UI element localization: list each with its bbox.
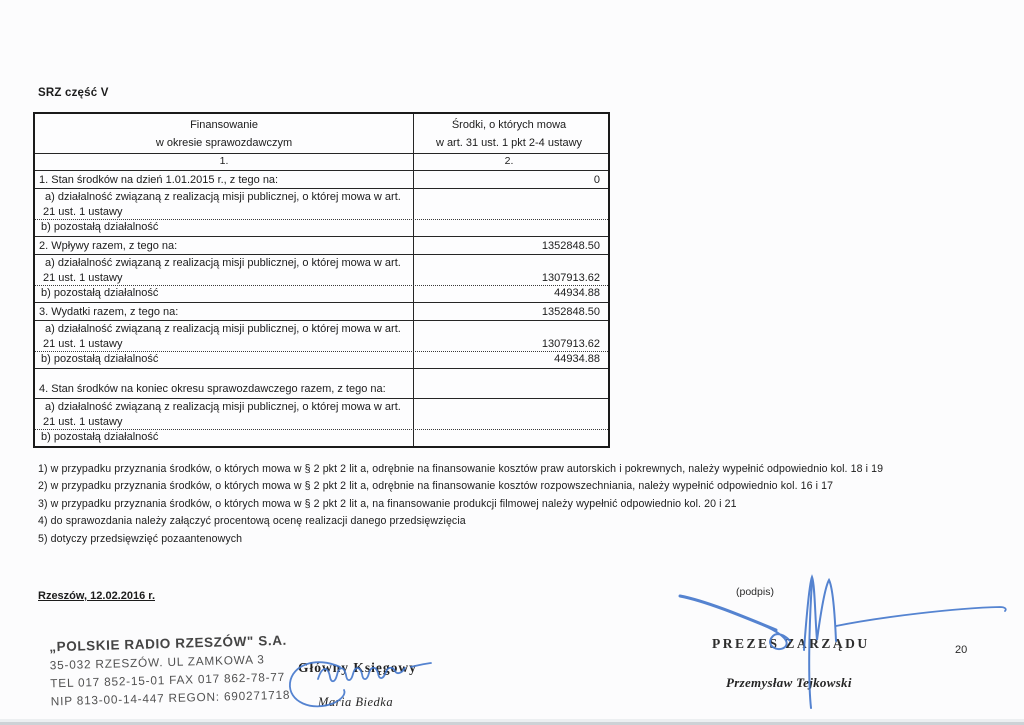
row-value <box>414 399 604 429</box>
row-value: 1352848.50 <box>541 240 600 252</box>
row-label <box>35 399 414 429</box>
page-title: SRZ część V <box>38 87 109 99</box>
row-value <box>414 430 604 446</box>
row-value <box>414 220 604 236</box>
header-col2-line2: w art. 31 ust. 1 pkt 2-4 ustawy <box>435 136 583 149</box>
row-label <box>35 189 414 219</box>
company-stamp <box>49 633 290 709</box>
president-name: Przemysław Tejkowski <box>726 675 852 690</box>
row-label <box>35 321 414 351</box>
signature-caption: (podpis) <box>736 586 774 598</box>
row-label: 1. Stan środków na dzień 1.01.2015 r., z tego na: <box>35 171 414 188</box>
footnotes-block <box>38 461 998 548</box>
finance-table <box>33 112 610 448</box>
sub-a-line2: 21 ust. 1 ustawy <box>43 416 123 428</box>
header-col2 <box>414 114 604 153</box>
footnote-3: 3) w przypadku przyznania środków, o których mowa w § 2 pkt 2 lit a, na finansowanie produkcji filmowej należy wypełnić odpowiednio kol. 20 i 21 <box>38 497 737 510</box>
table-row-sub-a-3 <box>35 320 608 352</box>
row-label: b) pozostałą działalność <box>35 220 414 236</box>
header-col1 <box>35 114 414 153</box>
column-number-row <box>35 154 608 170</box>
row-label: b) pozostałą działalność <box>35 430 414 446</box>
header-col1-line2: w okresie sprawozdawczym <box>155 136 293 149</box>
footnote-1: 1) w przypadku przyznania środków, o których mowa w § 2 pkt 2 lit a, odrębnie na finansowanie kosztów praw autorskich i pokrewnych, należy wypełnić odpowiednio kol. 18 i 19 <box>38 463 884 475</box>
row-value: 44934.88 <box>554 287 600 299</box>
row-value: 0 <box>593 174 600 186</box>
row-label: b) pozostałą działalność <box>35 352 414 368</box>
row-value: 1352848.50 <box>541 306 600 318</box>
table-row-main-3 <box>35 302 608 320</box>
table-row-main-4 <box>35 368 608 398</box>
sub-a-line1: a) działalność związaną z realizacją misji publicznej, o której mowa w art. <box>45 191 401 203</box>
table-row-sub-a-1 <box>35 188 608 220</box>
row-label <box>35 255 414 285</box>
sub-a-line1: a) działalność związaną z realizacją misji publicznej, o której mowa w art. <box>45 401 401 413</box>
row-value: 1307913.62 <box>541 272 600 284</box>
sub-a-line2: 21 ust. 1 ustawy <box>43 272 123 284</box>
stamp-nip-regon: NIP 813-00-14-447 REGON: 690271718 <box>50 687 291 709</box>
chief-accountant-title: Główny Księgowy <box>298 660 417 675</box>
table-row-sub-a-2 <box>35 254 608 286</box>
table-row-sub-b-1 <box>35 220 608 236</box>
col2-number: 2. <box>504 155 514 167</box>
sub-a-line2: 21 ust. 1 ustawy <box>43 338 123 350</box>
table-row-sub-b-2 <box>35 286 608 302</box>
table-row-sub-b-4 <box>35 430 608 446</box>
header-col2-line1: Środki, o których mowa <box>451 118 567 131</box>
sub-a-line2: 21 ust. 1 ustawy <box>43 206 123 218</box>
table-row-sub-b-3 <box>35 352 608 368</box>
stamp-company-name: „POLSKIE RADIO RZESZÓW" S.A. <box>49 632 288 655</box>
table-row-sub-a-4 <box>35 398 608 430</box>
city-date-line: Rzeszów, 12.02.2016 r. <box>38 590 155 602</box>
stamp-address: 35-032 RZESZÓW. UL ZAMKOWA 3 <box>49 652 265 673</box>
sub-a-line1: a) działalność związaną z realizacją misji publicznej, o której mowa w art. <box>45 323 401 335</box>
row-label: b) pozostałą działalność <box>35 286 414 302</box>
footnote-4: 4) do sprawozdania należy załączyć procentową ocenę realizacji danego przedsięwzięcia <box>38 515 466 528</box>
row-value: 1307913.62 <box>541 338 600 350</box>
chief-accountant-name: Maria Biedka <box>318 695 394 709</box>
stamp-phone: TEL 017 852-15-01 FAX 017 862-78-77 <box>50 669 286 691</box>
row-label: 3. Wydatki razem, z tego na: <box>35 303 414 320</box>
footnote-5: 5) dotyczy przedsięwzięć pozaantenowych <box>38 532 243 545</box>
header-col1-line1: Finansowanie <box>190 118 258 131</box>
table-row-main-1 <box>35 170 608 188</box>
row-label: 2. Wpływy razem, z tego na: <box>35 237 414 254</box>
table-row-main-2 <box>35 236 608 254</box>
row-label: 4. Stan środków na koniec okresu sprawozdawczego razem, z tego na: <box>35 369 414 398</box>
row-value: 44934.88 <box>554 353 600 365</box>
president-title: PREZES ZARZĄDU <box>712 636 870 651</box>
row-value <box>414 369 604 398</box>
col1-number: 1. <box>35 154 414 170</box>
row-value <box>414 189 604 219</box>
table-header-row <box>35 114 608 154</box>
page-number: 20 <box>955 644 968 656</box>
footnote-2: 2) w przypadku przyznania środków, o których mowa w § 2 pkt 2 lit a, odrębnie na finansowanie kosztów rozpowszechniania, należy wypełnić odpowiednio kol. 16 i 17 <box>38 480 834 493</box>
sub-a-line1: a) działalność związaną z realizacją misji publicznej, o której mowa w art. <box>45 257 401 269</box>
